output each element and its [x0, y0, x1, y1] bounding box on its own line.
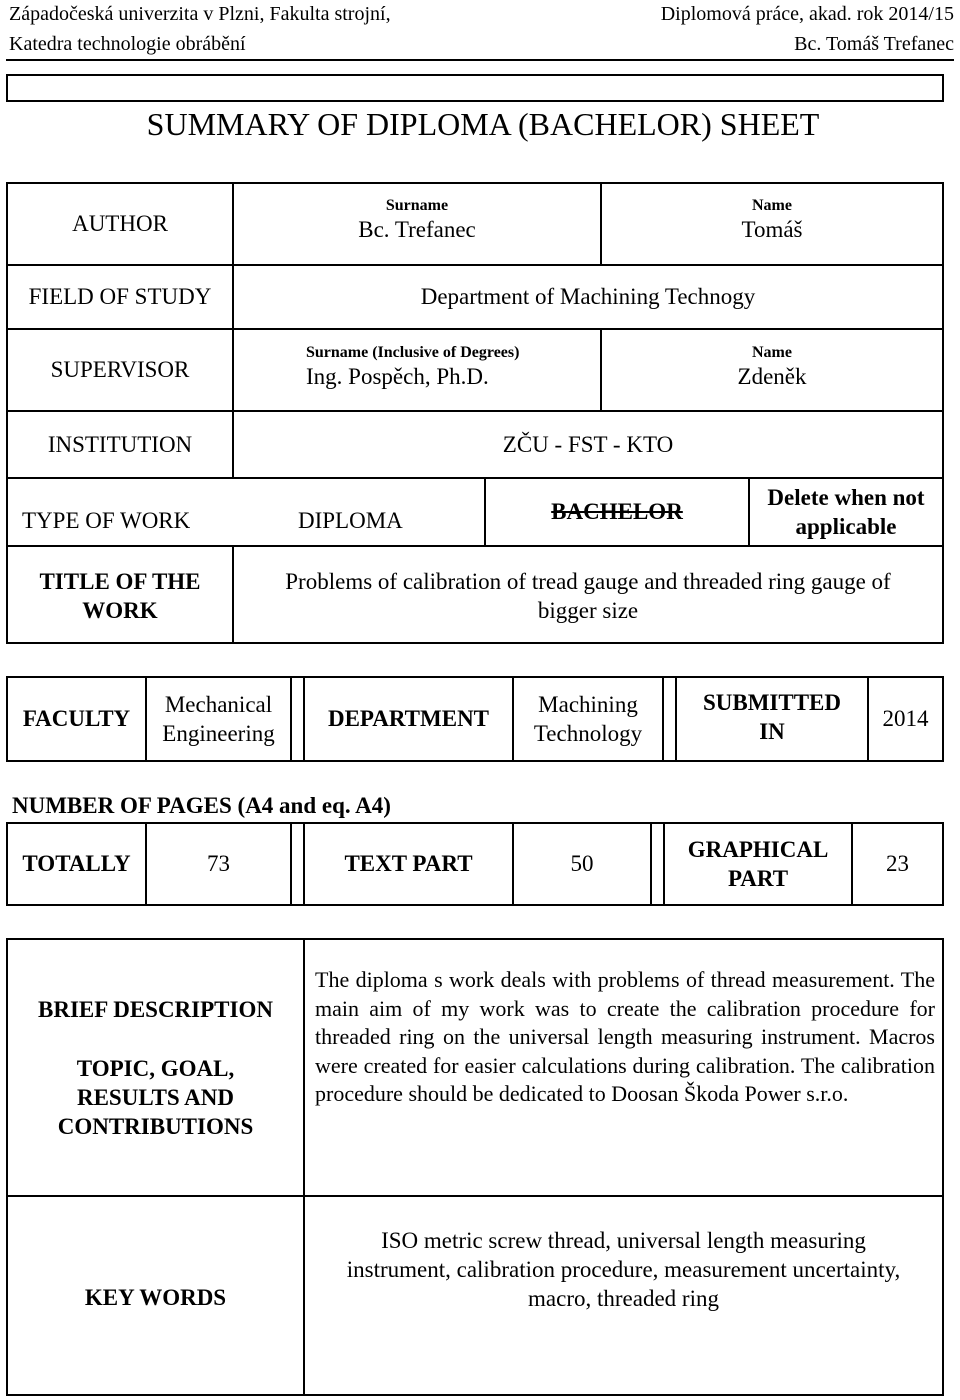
- col-divider: [290, 822, 292, 906]
- totally-label: TOTALLY: [22, 851, 131, 876]
- graphical-part-label-line1: GRAPHICAL: [687, 837, 829, 862]
- brief-label-gap: [8, 1024, 303, 1054]
- author-surname: Bc. Trefanec: [358, 217, 476, 242]
- faculty-value-line2: Engineering: [162, 721, 275, 746]
- type-option-bachelor-text: BACHELOR: [551, 499, 683, 524]
- type-of-work-label: TYPE OF WORK: [22, 508, 191, 533]
- title-of-work-value: [234, 547, 942, 644]
- header-student: Bc. Tomáš Trefanec: [794, 33, 954, 55]
- submitted-label-line1: SUBMITTED: [702, 690, 842, 715]
- pages-heading: NUMBER OF PAGES (A4 and eq. A4): [12, 793, 391, 818]
- title-of-work-label: [8, 547, 232, 644]
- page-title: SUMMARY OF DIPLOMA (BACHELOR) SHEET: [146, 106, 820, 142]
- supervisor-label: SUPERVISOR: [50, 357, 190, 382]
- department-value: [514, 678, 662, 760]
- text-part-value: 50: [570, 851, 594, 876]
- brief-label-line1: BRIEF DESCRIPTION: [38, 997, 273, 1022]
- supervisor-name: Zdeněk: [737, 364, 807, 389]
- department-value-line2: Technology: [533, 721, 643, 746]
- supervisor-surname-cell: [306, 343, 519, 391]
- department-label: DEPARTMENT: [327, 706, 490, 731]
- submitted-label: [677, 688, 867, 746]
- department-value-line1: Machining: [538, 692, 638, 717]
- supervisor-name-label: Name: [752, 344, 792, 361]
- submitted-year: 2014: [882, 706, 929, 731]
- col-divider: [650, 822, 652, 906]
- faculty-value-line1: Mechanical: [164, 692, 273, 717]
- title-of-work-label-line1: TITLE OF THE: [39, 568, 201, 594]
- brief-label: [8, 996, 303, 1141]
- type-option-bachelor: [486, 479, 748, 545]
- author-surname-label: Surname: [385, 197, 449, 214]
- header-box: [6, 74, 944, 102]
- col-divider: [303, 938, 305, 1396]
- col-divider: [290, 676, 292, 762]
- col-divider: [662, 676, 664, 762]
- keywords-line1: ISO metric screw thread, universal length measuring: [381, 1228, 866, 1253]
- header-rule: [6, 59, 954, 61]
- graphical-part-label-line2: PART: [727, 866, 789, 891]
- title-of-work-label-line2: WORK: [82, 597, 158, 623]
- header-university: Západočeská univerzita v Plzni, Fakulta strojní,: [9, 3, 391, 25]
- submitted-label-line2: IN: [759, 719, 785, 744]
- keywords-line3: macro, threaded ring: [528, 1286, 719, 1311]
- author-surname-cell: [234, 196, 600, 244]
- row-divider: [6, 1195, 944, 1197]
- keywords-value: [305, 1226, 942, 1313]
- title-of-work-line2: bigger size: [537, 597, 639, 623]
- graphical-part-value: 23: [886, 851, 909, 876]
- field-of-study-label: FIELD OF STUDY: [28, 284, 212, 309]
- faculty-value: [147, 678, 290, 760]
- type-option-diploma: DIPLOMA: [298, 508, 403, 533]
- type-of-work-note: Delete when not applicable: [767, 485, 925, 539]
- author-name: Tomáš: [741, 217, 803, 242]
- header-thesis-info: Diplomová práce, akad. rok 2014/15: [660, 3, 954, 25]
- brief-label-line3: RESULTS AND: [76, 1085, 235, 1110]
- supervisor-name-cell: [602, 343, 942, 391]
- title-of-work-line1: Problems of calibration of tread gauge and threaded ring gauge of: [285, 568, 891, 594]
- keywords-line2: instrument, calibration procedure, measurement uncertainty,: [346, 1257, 901, 1282]
- institution-value: ZČU - FST - KTO: [502, 431, 674, 457]
- author-name-label: Name: [752, 197, 792, 214]
- graphical-part-label: [665, 824, 851, 904]
- keywords-label: KEY WORDS: [84, 1285, 227, 1310]
- brief-label-line2: TOPIC, GOAL,: [76, 1056, 235, 1081]
- supervisor-surname-label: Surname (Inclusive of Degrees): [306, 344, 520, 361]
- text-part-label: TEXT PART: [344, 851, 473, 876]
- header-department: Katedra technologie obrábění: [9, 33, 246, 55]
- supervisor-surname: Ing. Pospěch, Ph.D.: [306, 364, 489, 389]
- institution-label: INSTITUTION: [47, 431, 193, 457]
- field-of-study-value: Department of Machining Technogy: [420, 284, 756, 309]
- brief-description-text: The diploma s work deals with problems of thread measurement. The main aim of my work was to create the calibration procedure for threaded ring on the universal length measuring instrument. Macros were created for easier calculations during calibration. The calibration procedure should be dedicated to Doosan Škoda Power s.r.o.: [315, 967, 935, 1107]
- brief-label-line4: CONTRIBUTIONS: [57, 1114, 254, 1139]
- author-name-cell: [602, 196, 942, 244]
- faculty-label: FACULTY: [22, 706, 131, 731]
- totally-value: 73: [207, 851, 230, 876]
- author-label: AUTHOR: [72, 211, 168, 236]
